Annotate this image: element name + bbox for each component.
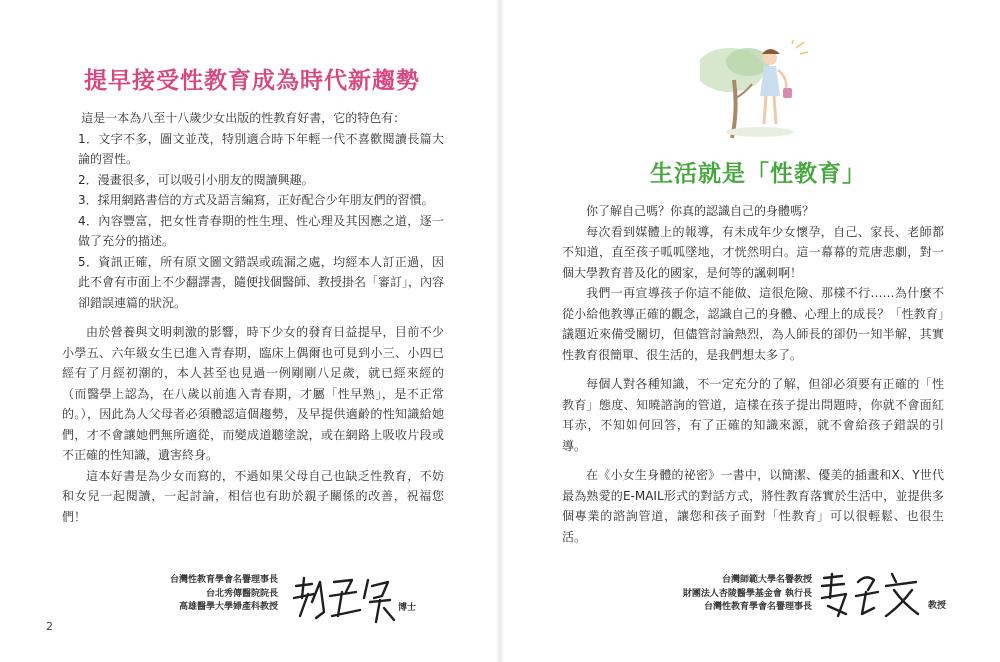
credential-line: 高雄醫學大學婦產科教授 [178, 602, 278, 612]
signature-title: 博士 [398, 603, 417, 613]
girl-under-tree-illustration-icon [700, 40, 840, 140]
body-paragraph: 每次看到媒體上的報導，有未成年少女懷孕，自己、家長、老師都不知道，直至孩子呱呱墜地，才恍然明白。這一幕幕的荒唐悲劇，對一個大學教育普及化的國家，是何等的諷刺啊！ [562, 224, 944, 280]
right-page-title: 生活就是「性教育」 [650, 161, 866, 187]
intro-paragraph: 這是一本為八至十八歲少女出版的性教育好書，它的特色有： [81, 111, 406, 125]
right-page [500, 0, 1000, 662]
left-page-title: 提早接受性教育成為時代新趨勢 [84, 68, 420, 94]
credential-line: 台灣性教育學會名譽理事長 [703, 602, 812, 612]
body-paragraph: 每個人對各種知識，不一定充分的了解，但卻必須要有正確的「性教育」態度、知曉諮詢的管道，這樣在孩子提出問題時，你就不會面紅耳赤，不知如何回答，有了正確的知識來源，就不會給孩子錯誤的引導。 [562, 377, 944, 453]
left-page-body [62, 108, 444, 527]
right-page-body [562, 201, 944, 547]
body-paragraph: 由於營養與文明刺激的影響，時下少女的發育日益提早，目前不少小學五、六年級女生已進入青春期，臨床上偶爾也可見到小三、小四已經有了月經初潮的，本人甚至也見過一例剛剛八足歲，就已經來經的（而醫學上認為，在八歲以前進入青春期，才屬「性早熟」，是不正常的。），因此為人父母者必須體認這個趨勢，及早提供適齡的性知識給她們，才不會讓她們無所適從，而變成道聽塗說，或在網路上吸收片段或不正確的性知識，遺害終身。 [62, 325, 444, 462]
feature-item: 1．文字不多，圖文並茂，特別適合時下年輕一代不喜歡閱讀長篇大論的習性。 [78, 131, 444, 166]
credential-line: 台灣師範大學名譽教授 [721, 575, 812, 585]
body-paragraph: 你了解自己嗎？你真的認識自己的身體嗎？ [586, 204, 815, 218]
credential-line: 財團法人杏陵醫學基金會 執行長 [682, 588, 812, 599]
feature-item: 2．漫畫很多，可以吸引小朋友的閱讀興趣。 [78, 172, 314, 187]
page-number: 2 [46, 620, 53, 633]
feature-item: 4．內容豐富，把女性青春期的性生理、性心理及其因應之道，逐一做了充分的描述。 [78, 213, 444, 248]
signature-credentials [150, 574, 278, 615]
credential-line: 台北秀傳醫院院長 [205, 588, 278, 599]
feature-item: 3．採用網路書信的方式及語言編寫，正好配合少年朋友們的習慣。 [78, 193, 434, 207]
feature-item: 5．資訊正確，所有原文圖文錯誤或疏漏之處，均經本人訂正過，因此不會有市面上不少翻譯書，隨便找個醫師、教授掛名「審訂」，內容卻錯誤連篇的狀況。 [78, 254, 445, 310]
body-paragraph: 這本好書是為少女而寫的，不過如果父母自己也缺乏性教育，不妨和女兒一起閱讀，一起討論，相信也有助於親子關係的改善，祝福您們！ [62, 468, 444, 524]
signature-credentials [662, 574, 812, 615]
handwritten-signature-icon [816, 568, 926, 622]
body-paragraph: 我們一再宣導孩子你這不能做、這很危險、那樣不行……為什麼不從小給他教導正確的觀念，認識自己的身體、心理上的成長？「性教育」議題近來備受關切，但儘管討論熱烈，為人師長的卻仍一知半解，其實性教育很簡單、很生活的，是我們想太多了。 [562, 286, 944, 362]
handwritten-signature-icon [290, 572, 398, 628]
signature-title: 教授 [928, 601, 947, 611]
body-paragraph: 在《小女生身體的祕密》一書中，以簡潔、優美的插畫和X、Y世代最為熟愛的E-MAIL形式的對話方式，將性教育落實於生活中，並提供多個專業的諮詢管道，讓您和孩子面對「性教育」可以很輕鬆、也很生活。 [562, 468, 944, 544]
credential-line: 台灣性教育學會名譽理事長 [169, 575, 278, 585]
